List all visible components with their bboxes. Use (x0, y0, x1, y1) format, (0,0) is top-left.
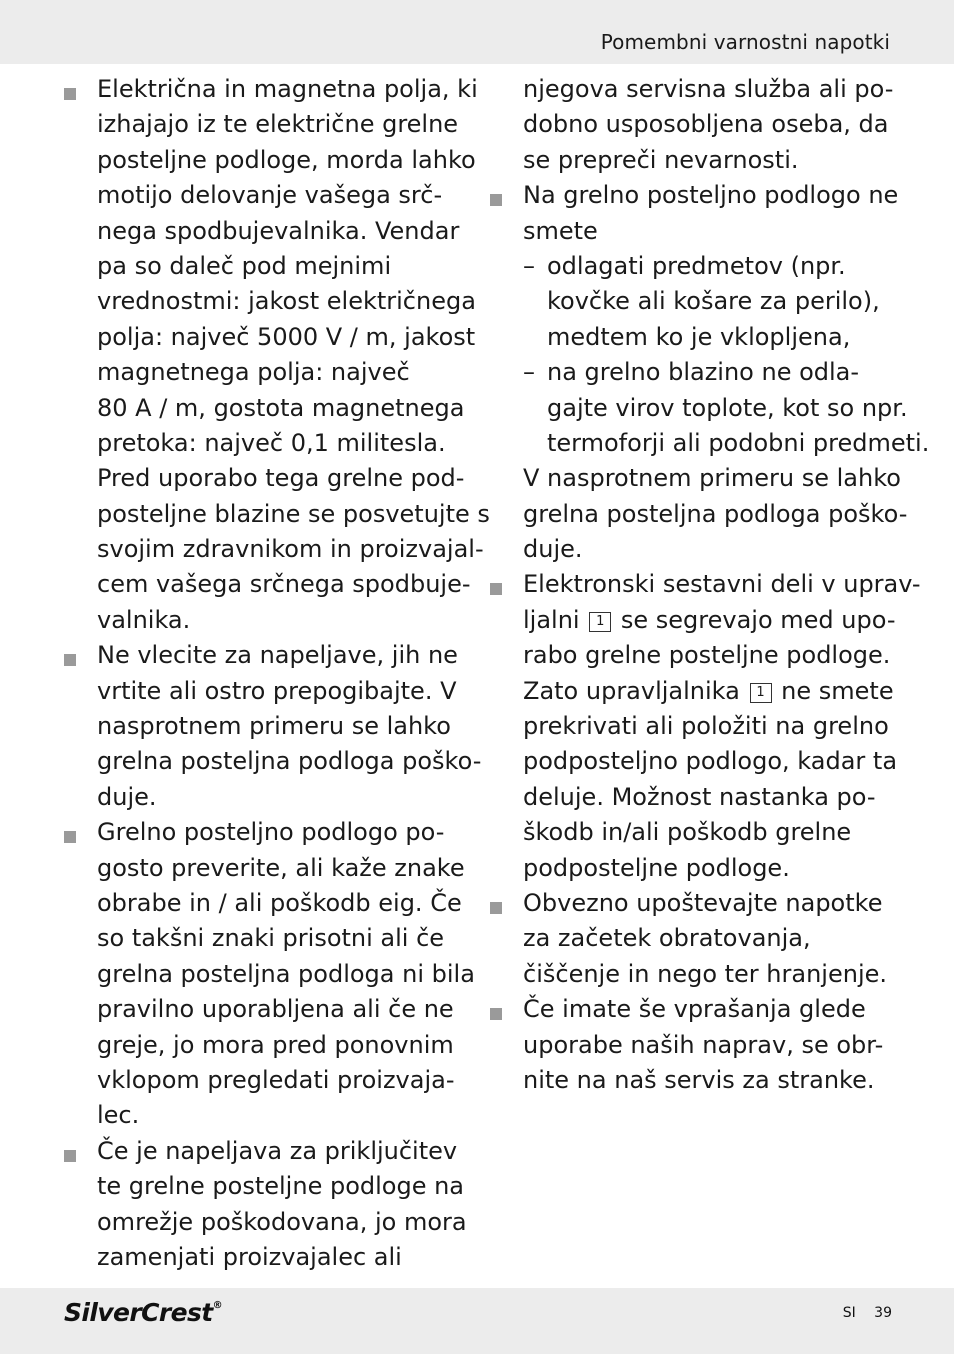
text-line: Elektronski sestavni deli v uprav- (523, 570, 921, 599)
text-line: gosto preverite, ali kaže znake (97, 853, 465, 882)
text-line: Pred uporabo tega grelne pod- (97, 464, 465, 493)
text-line: obrabe in / ali poškodb eig. Če (97, 888, 462, 917)
text-line: pravilno uporabljena ali če ne (97, 995, 454, 1024)
text-line: posteljne podloge, morda lahko (97, 145, 476, 174)
text-line (523, 674, 900, 709)
text-line: uporabe naših naprav, se obr- (523, 1030, 884, 1059)
text-line: svojim zdravnikom in proizvajal- (97, 535, 484, 564)
text-line: termoforji ali podobni predmeti. (547, 428, 930, 457)
text-line: pa so daleč pod mejnimi (97, 251, 392, 280)
text-line: grelna posteljna podloga poško- (97, 747, 482, 776)
bullet-square (490, 583, 502, 595)
text-line: nega spodbujevalnika. Vendar (97, 216, 460, 245)
text-line: duje. (97, 782, 157, 811)
bullet-square (64, 1150, 76, 1162)
text-line: podposteljno podlogo, kadar ta (523, 747, 898, 776)
sub-item-objects (523, 249, 900, 355)
text-line: Če imate še vprašanja glede (523, 995, 866, 1024)
safety-note-power-cord-continued (490, 72, 900, 178)
text-line: njegova servisna služba ali po- (523, 75, 894, 103)
text-line: nite na naš servis za stranke. (523, 1065, 875, 1094)
text-line: polja: največ 5000 V / m, jakost (97, 322, 476, 351)
text-line: kovčke ali košare za perilo), (547, 287, 880, 316)
controller-reference-badge: 1 (750, 683, 772, 703)
text-line: vklopom pregledati proizvaja- (97, 1065, 455, 1094)
text-line (523, 249, 900, 284)
text-line: magnetnega polja: največ (97, 358, 410, 387)
text-line: Na grelno posteljno podlogo ne (523, 181, 899, 210)
text-line: smete (523, 216, 598, 245)
text-line: greje, jo mora pred ponovnim (97, 1030, 454, 1059)
brand-name: SilverCrest (64, 1298, 213, 1327)
text-line: deluje. Možnost nastanka po- (523, 782, 876, 811)
text-line: vrednostmi: jakost električnega (97, 287, 476, 316)
text-line: lec. (97, 1101, 140, 1130)
bullet-square (490, 1008, 502, 1020)
text-line: 80 A / m, gostota magnetnega (97, 393, 465, 422)
safety-note-instructions (490, 886, 900, 992)
text-span: odlagati predmetov (npr. (547, 251, 846, 280)
text-span: Zato upravljalnika (523, 676, 740, 705)
text-line: podposteljne podloge. (523, 853, 790, 882)
text-line: motijo delovanje vašega srč- (97, 181, 443, 210)
page-footer (843, 1305, 892, 1321)
safety-note-objects (490, 178, 930, 567)
bullet-square (490, 194, 502, 206)
safety-note-cables (64, 638, 482, 815)
text-line: Če je napeljava za priključitev (97, 1136, 458, 1165)
section-title: Pomembni varnostni napotki (600, 30, 890, 54)
sub-item-heat-sources (523, 355, 930, 461)
text-line: omrežje poškodovana, jo mora (97, 1207, 467, 1236)
dash-marker: – (523, 358, 535, 387)
text-line: zamenjati proizvajalec ali (97, 1242, 402, 1271)
right-column (490, 72, 930, 1098)
text-line: škodb in/ali poškodb grelne (523, 818, 852, 847)
text-line: se prepreči nevarnosti. (523, 145, 799, 174)
text-span: ne smete (781, 676, 894, 705)
bullet-square (64, 831, 76, 843)
safety-note-service (490, 992, 900, 1098)
bullet-square (490, 902, 502, 914)
text-line: posteljne blazine se posvetujte s (97, 499, 490, 528)
text-span: ljalni (523, 605, 580, 634)
text-line: Ne vlecite za napeljave, jih ne (97, 641, 458, 670)
text-line: Električna in magnetna polja, ki (97, 75, 478, 103)
text-line: vrtite ali ostro prepogibajte. V (97, 676, 457, 705)
bullet-square (64, 654, 76, 666)
text-line: cem vašega srčnega spodbuje- (97, 570, 471, 599)
text-line: grelna posteljna podloga poško- (523, 499, 908, 528)
text-line: te grelne posteljne podloge na (97, 1172, 465, 1201)
silvercrest-logo (64, 1298, 222, 1327)
text-line: so takšni znaki prisotni ali če (97, 924, 445, 953)
safety-note-emf (64, 72, 490, 638)
text-line: izhajajo iz te električne grelne (97, 110, 459, 139)
text-line: Grelno posteljno podlogo po- (97, 818, 445, 847)
safety-note-inspection (64, 815, 475, 1134)
text-line: gajte virov toplote, kot so npr. (547, 393, 908, 422)
page-number: 39 (874, 1305, 892, 1321)
text-line: V nasprotnem primeru se lahko (523, 464, 901, 493)
safety-note-controller (490, 567, 921, 886)
text-line: valnika. (97, 605, 191, 634)
registered-mark: ® (212, 1300, 222, 1311)
text-line (523, 355, 900, 390)
text-span: na grelno blazino ne odla- (547, 358, 860, 387)
text-line: nasprotnem primeru se lahko (97, 712, 451, 741)
text-line: grelna posteljna podloga ni bila (97, 959, 475, 988)
text-line: Obvezno upoštevajte napotke (523, 888, 883, 917)
text-line (523, 603, 900, 638)
text-line: za začetek obratovanja, (523, 924, 811, 953)
text-line: prekrivati ali položiti na grelno (523, 712, 889, 741)
text-line: medtem ko je vklopljena, (547, 322, 851, 351)
text-line: čiščenje in nego ter hranjenje. (523, 959, 888, 988)
text-span: se segrevajo med upo- (620, 605, 896, 634)
safety-note-power-cord (64, 1134, 467, 1276)
text-line: duje. (523, 535, 583, 564)
text-line: dobno usposobljena oseba, da (523, 110, 889, 139)
language-code: SI (842, 1305, 856, 1321)
text-line: pretoka: največ 0,1 militesla. (97, 428, 446, 457)
controller-reference-badge: 1 (589, 612, 611, 632)
bullet-square (64, 88, 76, 100)
left-column (64, 72, 490, 1275)
dash-marker: – (523, 251, 535, 280)
text-line: rabo grelne posteljne podloge. (523, 641, 891, 670)
